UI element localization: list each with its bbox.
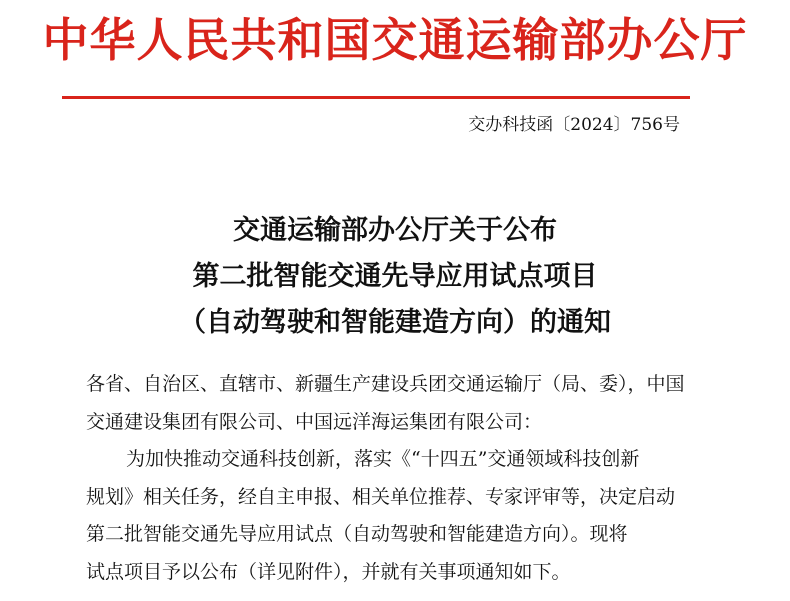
- body-line: 各省、自治区、直辖市、新疆生产建设兵团交通运输厅（局、委），中国: [86, 373, 685, 395]
- title-line-1: 交通运输部办公厅关于公布: [233, 215, 557, 246]
- body-line: 第二批智能交通先导应用试点（自动驾驶和智能建造方向）。现将: [86, 523, 628, 545]
- document-title: [0, 208, 790, 346]
- body-line: 为加快推动交通科技创新，落实《“十四五”交通领域科技创新: [126, 448, 640, 470]
- document-number: 交办科技函〔2024〕756号: [468, 115, 680, 135]
- body-line: 试点项目予以公布（详见附件），并就有关事项通知如下。: [86, 560, 571, 583]
- title-line-3: （自动驾驶和智能建造方向）的通知: [179, 307, 611, 338]
- title-line-2: 第二批智能交通先导应用试点项目: [192, 261, 598, 292]
- body-line: 规划》相关任务，经自主申报、相关单位推荐、专家评审等，决定启动: [86, 485, 676, 508]
- letterhead-divider: [62, 96, 690, 99]
- letterhead-title: 中华人民共和国交通运输部办公厅: [42, 13, 748, 67]
- body-line: 交通建设集团有限公司、中国远洋海运集团有限公司：: [86, 410, 543, 433]
- document-body: [86, 366, 706, 591]
